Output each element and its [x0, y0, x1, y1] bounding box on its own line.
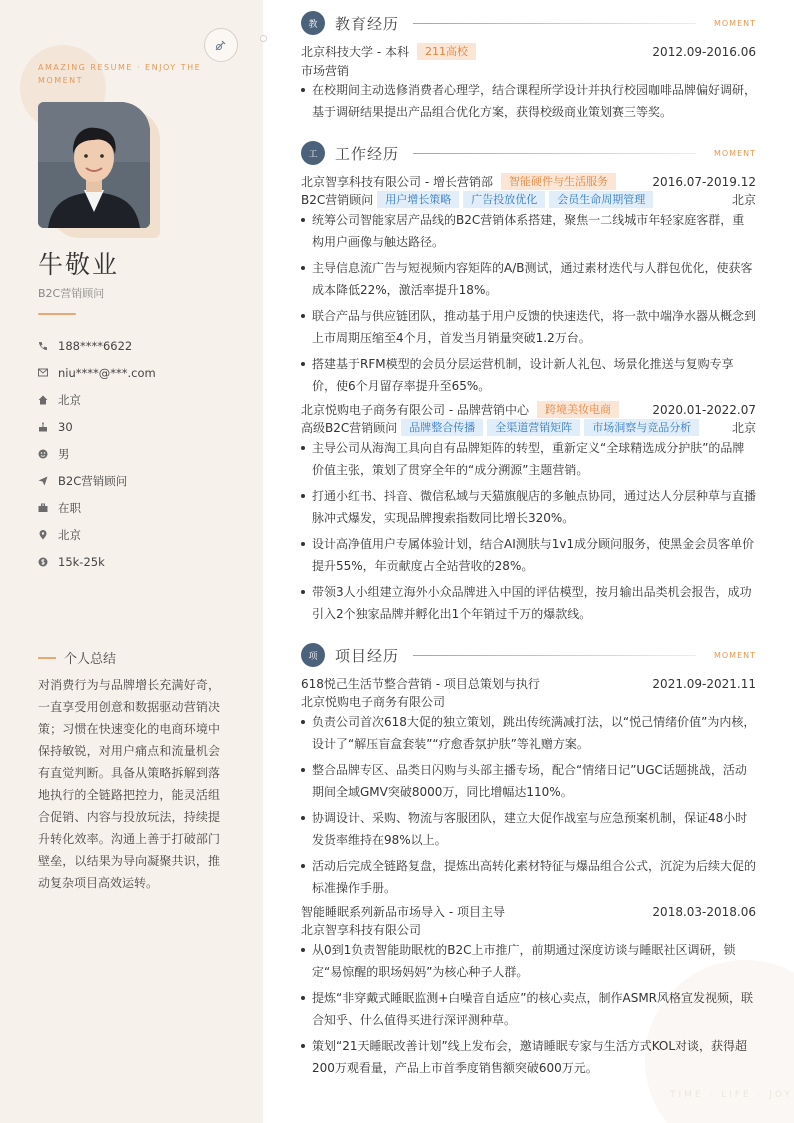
info-target-role: B2C营销顾问	[38, 467, 238, 494]
project-date: 2018.03-2018.06	[652, 904, 756, 919]
slogan: AMAZING RESUME · ENJOY THE MOMENT	[38, 63, 202, 85]
project-bullet: 协调设计、采购、物流与客服团队，建立大促作战室与应急预案机制，保证48小时发货率维持在98%以上。	[301, 807, 756, 851]
work-bullet: 搭建基于RFM模型的会员分层运营机制，设计新人礼包、场景化推送与复购专享价，使6个月留存率提升至65%。	[301, 353, 756, 397]
work-role-row	[301, 191, 756, 208]
section-moment: MOMENT	[713, 18, 756, 28]
info-salary: 15k-25k	[38, 548, 238, 575]
skill-tag: 市场洞察与竞品分析	[584, 419, 699, 436]
summary-heading: 个人总结	[38, 648, 116, 667]
info-gender: 男	[38, 440, 238, 467]
project-row	[301, 675, 756, 692]
work-role-row	[301, 419, 756, 436]
industry-tag: 智能硬件与生活服务	[501, 173, 616, 190]
location-icon	[38, 530, 48, 540]
project-icon: 项	[301, 643, 325, 667]
section-work-header	[301, 141, 756, 165]
project-bullet: 策划“21天睡眠改善计划”线上发布会，邀请睡眠专家与生活方式KOL对谈，获得超200万观看量，产品上市首季度销售额突破600万元。	[301, 1035, 756, 1079]
project-bullet: 整合品牌专区、品类日闪购与头部主播专场，配合“情绪日记”UGC话题挑战，活动期间全域GMV突破8000万，同比增幅达110%。	[301, 759, 756, 803]
work-bullet: 统筹公司智能家居产品线的B2C营销体系搭建，聚焦一二线城市年轻家庭客群，重构用户画像与触达路径。	[301, 209, 756, 253]
skill-tag: 全渠道营销矩阵	[487, 419, 580, 436]
avatar	[38, 102, 150, 228]
project-bullet: 从0到1负责智能助眠枕的B2C上市推广，前期通过深度访谈与睡眠社区调研，锁定“易惊醒的职场妈妈”为核心种子人群。	[301, 939, 756, 983]
education-bullet: 在校期间主动选修消费者心理学，结合课程所学设计并执行校园咖啡品牌偏好调研，基于调研结果提出产品组合优化方案，获得校级商业策划赛三等奖。	[301, 79, 756, 123]
section-projects-header	[301, 643, 756, 667]
gender-icon	[38, 449, 48, 459]
work-date: 2020.01-2022.07	[652, 402, 756, 417]
project-row	[301, 903, 756, 920]
decor-dot	[260, 35, 267, 42]
sidebar	[0, 0, 263, 1123]
accent-divider	[38, 313, 76, 315]
major: 市场营销	[301, 64, 350, 78]
pen-badge-icon	[204, 28, 238, 62]
section-rule	[413, 153, 696, 154]
work-icon: 工	[301, 141, 325, 165]
section-title: 项目经历	[335, 646, 400, 665]
role: B2C营销顾问	[301, 193, 374, 207]
work-city: 北京	[731, 421, 756, 435]
education-row	[301, 43, 756, 60]
work-bullet: 主导公司从海淘工具向自有品牌矩阵的转型，重新定义“全球精选成分护肤”的品牌价值主张，策划了贯穿全年的“成分溯源”主题营销。	[301, 437, 756, 481]
info-email: niu****@***.com	[38, 359, 238, 386]
project-company: 北京悦购电子商务有限公司	[301, 695, 446, 709]
work-company-row	[301, 401, 756, 418]
skill-tag: 广告投放优化	[463, 191, 545, 208]
section-moment: MOMENT	[713, 650, 756, 660]
section-education-header	[301, 11, 756, 35]
work-city: 北京	[731, 193, 756, 207]
phone-icon	[38, 341, 48, 351]
briefcase-icon	[38, 503, 48, 513]
work-company-row	[301, 173, 756, 190]
info-age: 30	[38, 413, 238, 440]
role: 高级B2C营销顾问	[301, 421, 398, 435]
school: 北京科技大学 - 本科	[301, 45, 409, 59]
work-bullet: 联合产品与供应链团队，推动基于用户反馈的快速迭代，将一款中端净水器从概念到上市周期压缩至4个月，首发当月销量突破1.2万台。	[301, 305, 756, 349]
project-company: 北京智享科技有限公司	[301, 923, 422, 937]
contact-info-list	[38, 332, 238, 575]
section-rule	[413, 655, 696, 656]
skill-tag: 会员生命周期管理	[549, 191, 653, 208]
skill-tag: 品牌整合传播	[401, 419, 483, 436]
industry-tag: 跨境美妆电商	[537, 401, 619, 418]
education-date: 2012.09-2016.06	[652, 44, 756, 59]
project-date: 2021.09-2021.11	[652, 676, 756, 691]
education-icon: 教	[301, 11, 325, 35]
work-bullet: 设计高净值用户专属体验计划，结合AI测肤与1v1成分顾问服务，使黑金会员客单价提升55%，年贡献度占全站营收的28%。	[301, 533, 756, 577]
project-bullet: 提炼“非穿戴式睡眠监测+白噪音自适应”的核心卖点，制作ASMR风格宣发视频，联合知乎、什么值得买进行深评测种草。	[301, 987, 756, 1031]
school-tag: 211高校	[417, 43, 476, 60]
job-title: B2C营销顾问	[38, 287, 105, 300]
info-phone: 188****6622	[38, 332, 238, 359]
company: 北京悦购电子商务有限公司 - 品牌营销中心	[301, 403, 529, 417]
company: 北京智享科技有限公司 - 增长营销部	[301, 175, 493, 189]
send-icon	[38, 476, 48, 486]
work-bullet: 主导信息流广告与短视频内容矩阵的A/B测试，通过素材迭代与人群包优化，使获客成本降低22%，激活率提升18%。	[301, 257, 756, 301]
section-title: 工作经历	[335, 144, 400, 163]
watermark-text: TIME · LIFE · JOY	[670, 1090, 794, 1100]
cake-icon	[38, 422, 48, 432]
summary-accent-line	[38, 657, 56, 659]
section-title: 教育经历	[335, 14, 400, 33]
home-icon	[38, 395, 48, 405]
work-bullet: 打通小红书、抖音、微信私域与天猫旗舰店的多触点协同，通过达人分层种草与直播脉冲式爆发，实现品牌搜索指数同比增长320%。	[301, 485, 756, 529]
work-date: 2016.07-2019.12	[652, 174, 756, 189]
info-location: 北京	[38, 521, 238, 548]
mail-icon	[38, 368, 48, 378]
section-moment: MOMENT	[713, 148, 756, 158]
salary-icon	[38, 557, 48, 567]
person-name: 牛敬业	[38, 250, 120, 279]
project-bullet: 活动后完成全链路复盘，提炼出高转化素材特征与爆品组合公式，沉淀为后续大促的标准操作手册。	[301, 855, 756, 899]
work-bullet: 带领3人小组建立海外小众品牌进入中国的评估模型，按月输出品类机会报告，成功引入2个独家品牌并孵化出1个年销过千万的爆款线。	[301, 581, 756, 625]
info-status: 在职	[38, 494, 238, 521]
project-bullet: 负责公司首次618大促的独立策划，跳出传统满减打法，以“悦己情绪价值”为内核，设计了“解压盲盒套装”“疗愈香氛护肤”等礼赠方案。	[301, 711, 756, 755]
skill-tag: 用户增长策略	[377, 191, 459, 208]
summary-text: 对消费行为与品牌增长充满好奇，一直享受用创意和数据驱动营销决策；习惯在快速变化的电商环境中保持敏锐，对用户痛点和流量机会有直觉判断。具备从策略拆解到落地执行的全链路把控力，能灵活组合促销、内容与投放玩法，持续提升转化效率。沟通上善于打破部门壁垒，以结果为导向凝聚共识，推动复杂项目高效运转。	[38, 678, 220, 890]
project-name: 智能睡眠系列新品市场导入 - 项目主导	[301, 905, 505, 919]
project-name: 618悦己生活节整合营销 - 项目总策划与执行	[301, 677, 540, 691]
section-rule	[413, 23, 696, 24]
info-home: 北京	[38, 386, 238, 413]
